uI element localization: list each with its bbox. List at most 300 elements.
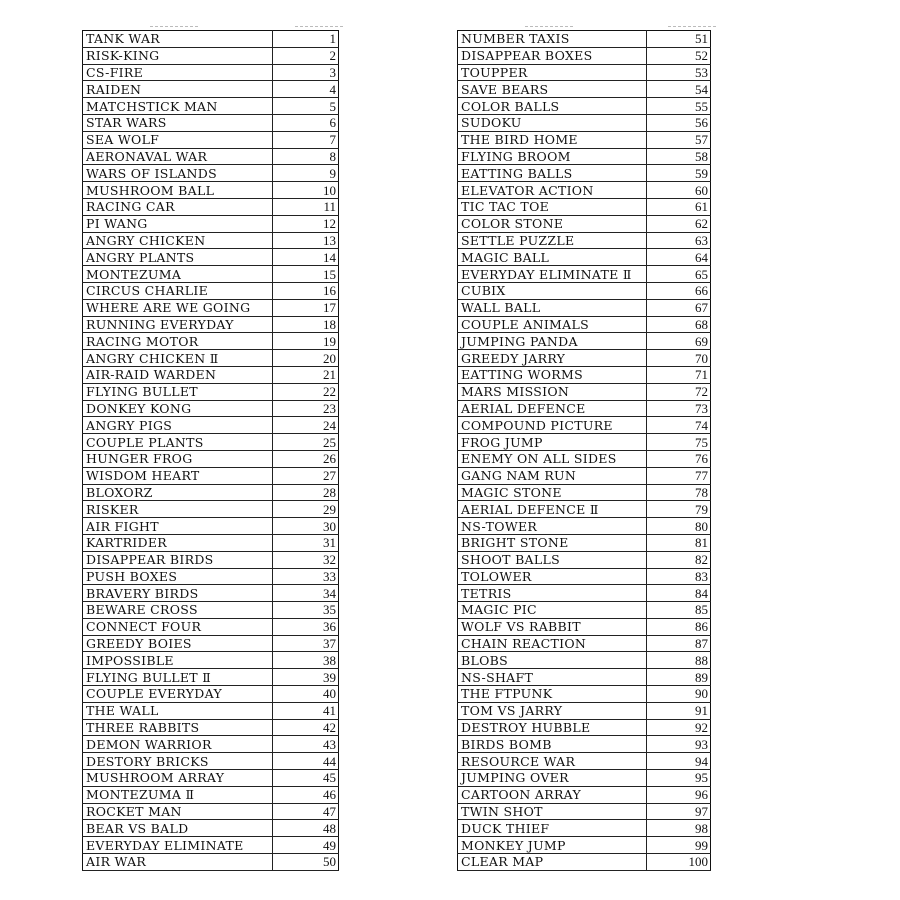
table-row xyxy=(83,64,339,81)
game-number-cell: 81 xyxy=(647,534,711,551)
game-name-cell: AERIAL DEFENCE Ⅱ xyxy=(458,501,647,518)
table-row xyxy=(83,484,339,501)
game-name-cell: SHOOT BALLS xyxy=(458,551,647,568)
game-number-cell: 72 xyxy=(647,383,711,400)
table-row xyxy=(458,518,711,535)
game-name-cell: AERIAL DEFENCE xyxy=(458,400,647,417)
game-name-cell: COMPOUND PICTURE xyxy=(458,417,647,434)
game-number-cell: 13 xyxy=(273,232,339,249)
game-number-cell: 90 xyxy=(647,686,711,703)
game-name-cell: EATTING WORMS xyxy=(458,366,647,383)
game-number-cell: 49 xyxy=(273,837,339,854)
game-number-cell: 32 xyxy=(273,551,339,568)
table-row xyxy=(83,652,339,669)
game-name-cell: BLOBS xyxy=(458,652,647,669)
game-number-cell: 73 xyxy=(647,400,711,417)
table-row xyxy=(83,669,339,686)
table-row xyxy=(458,98,711,115)
game-name-cell: TOLOWER xyxy=(458,568,647,585)
table-row xyxy=(83,820,339,837)
table-row xyxy=(458,316,711,333)
table-row xyxy=(83,182,339,199)
game-name-cell: DONKEY KONG xyxy=(83,400,273,417)
game-name-cell: BEWARE CROSS xyxy=(83,602,273,619)
game-name-cell: DISAPPEAR BIRDS xyxy=(83,551,273,568)
game-number-cell: 4 xyxy=(273,81,339,98)
game-name-cell: COUPLE ANIMALS xyxy=(458,316,647,333)
game-name-cell: IMPOSSIBLE xyxy=(83,652,273,669)
game-number-cell: 8 xyxy=(273,148,339,165)
game-name-cell: AIR FIGHT xyxy=(83,518,273,535)
game-number-cell: 100 xyxy=(647,854,711,871)
table-row xyxy=(83,602,339,619)
game-number-cell: 83 xyxy=(647,568,711,585)
game-number-cell: 19 xyxy=(273,333,339,350)
game-name-cell: ANGRY PLANTS xyxy=(83,249,273,266)
game-name-cell: WALL BALL xyxy=(458,299,647,316)
game-name-cell: DISAPPEAR BOXES xyxy=(458,47,647,64)
table-row xyxy=(458,854,711,871)
table-row xyxy=(458,450,711,467)
table-row xyxy=(458,148,711,165)
game-number-cell: 64 xyxy=(647,249,711,266)
game-number-cell: 55 xyxy=(647,98,711,115)
game-number-cell: 36 xyxy=(273,618,339,635)
game-name-cell: FLYING BROOM xyxy=(458,148,647,165)
game-name-cell: AERONAVAL WAR xyxy=(83,148,273,165)
game-name-cell: NS-TOWER xyxy=(458,518,647,535)
table-row xyxy=(458,719,711,736)
game-number-cell: 17 xyxy=(273,299,339,316)
table-row xyxy=(458,266,711,283)
game-number-cell: 91 xyxy=(647,702,711,719)
game-number-cell: 50 xyxy=(273,854,339,871)
table-row xyxy=(83,198,339,215)
table-row xyxy=(458,669,711,686)
table-row xyxy=(458,350,711,367)
game-name-cell: EATTING BALLS xyxy=(458,165,647,182)
game-name-cell: RISK-KING xyxy=(83,47,273,64)
table-row xyxy=(83,282,339,299)
game-number-cell: 16 xyxy=(273,282,339,299)
game-number-cell: 40 xyxy=(273,686,339,703)
game-number-cell: 76 xyxy=(647,450,711,467)
table-row xyxy=(83,350,339,367)
game-number-cell: 31 xyxy=(273,534,339,551)
table-row xyxy=(83,215,339,232)
game-number-cell: 71 xyxy=(647,366,711,383)
table-row xyxy=(83,568,339,585)
game-number-cell: 62 xyxy=(647,215,711,232)
table-row xyxy=(83,400,339,417)
table-row xyxy=(83,131,339,148)
game-number-cell: 59 xyxy=(647,165,711,182)
table-row xyxy=(83,803,339,820)
game-name-cell: TIC TAC TOE xyxy=(458,198,647,215)
game-number-cell: 67 xyxy=(647,299,711,316)
game-name-cell: ANGRY CHICKEN xyxy=(83,232,273,249)
game-name-cell: MAGIC PIC xyxy=(458,602,647,619)
game-number-cell: 33 xyxy=(273,568,339,585)
game-name-cell: COUPLE EVERYDAY xyxy=(83,686,273,703)
game-name-cell: TWIN SHOT xyxy=(458,803,647,820)
game-name-cell: BEAR VS BALD xyxy=(83,820,273,837)
table-row xyxy=(458,602,711,619)
game-number-cell: 23 xyxy=(273,400,339,417)
table-row xyxy=(458,299,711,316)
table-row xyxy=(83,551,339,568)
game-number-cell: 97 xyxy=(647,803,711,820)
table-row xyxy=(83,165,339,182)
game-number-cell: 65 xyxy=(647,266,711,283)
table-row xyxy=(83,854,339,871)
table-row xyxy=(458,383,711,400)
game-number-cell: 70 xyxy=(647,350,711,367)
game-name-cell: SAVE BEARS xyxy=(458,81,647,98)
game-name-cell: COUPLE PLANTS xyxy=(83,434,273,451)
game-number-cell: 5 xyxy=(273,98,339,115)
game-name-cell: FLYING BULLET Ⅱ xyxy=(83,669,273,686)
table-row xyxy=(83,837,339,854)
game-number-cell: 6 xyxy=(273,114,339,131)
game-name-cell: SETTLE PUZZLE xyxy=(458,232,647,249)
game-number-cell: 15 xyxy=(273,266,339,283)
table-row xyxy=(83,266,339,283)
game-number-cell: 86 xyxy=(647,618,711,635)
table-row xyxy=(83,417,339,434)
table-row xyxy=(458,501,711,518)
game-number-cell: 75 xyxy=(647,434,711,451)
game-number-cell: 61 xyxy=(647,198,711,215)
game-number-cell: 77 xyxy=(647,467,711,484)
game-name-cell: SEA WOLF xyxy=(83,131,273,148)
game-number-cell: 63 xyxy=(647,232,711,249)
game-name-cell: WOLF VS RABBIT xyxy=(458,618,647,635)
game-number-cell: 28 xyxy=(273,484,339,501)
game-number-cell: 14 xyxy=(273,249,339,266)
game-number-cell: 89 xyxy=(647,669,711,686)
game-number-cell: 58 xyxy=(647,148,711,165)
game-name-cell: CONNECT FOUR xyxy=(83,618,273,635)
table-row xyxy=(83,467,339,484)
game-name-cell: DEMON WARRIOR xyxy=(83,736,273,753)
table-row xyxy=(83,770,339,787)
game-number-cell: 38 xyxy=(273,652,339,669)
table-row xyxy=(458,366,711,383)
game-name-cell: TANK WAR xyxy=(83,31,273,48)
game-number-cell: 22 xyxy=(273,383,339,400)
game-name-cell: RISKER xyxy=(83,501,273,518)
table-row xyxy=(458,534,711,551)
game-number-cell: 3 xyxy=(273,64,339,81)
game-number-cell: 88 xyxy=(647,652,711,669)
game-number-cell: 66 xyxy=(647,282,711,299)
table-row xyxy=(458,618,711,635)
table-row xyxy=(83,299,339,316)
game-name-cell: RAIDEN xyxy=(83,81,273,98)
game-name-cell: ANGRY PIGS xyxy=(83,417,273,434)
game-number-cell: 82 xyxy=(647,551,711,568)
game-list-table-left xyxy=(82,30,339,871)
game-number-cell: 21 xyxy=(273,366,339,383)
game-name-cell: MONKEY JUMP xyxy=(458,837,647,854)
table-row xyxy=(83,719,339,736)
game-name-cell: AIR-RAID WARDEN xyxy=(83,366,273,383)
game-name-cell: HUNGER FROG xyxy=(83,450,273,467)
game-number-cell: 37 xyxy=(273,635,339,652)
game-name-cell: NUMBER TAXIS xyxy=(458,31,647,48)
game-name-cell: TETRIS xyxy=(458,585,647,602)
game-name-cell: STAR WARS xyxy=(83,114,273,131)
game-name-cell: THREE RABBITS xyxy=(83,719,273,736)
table-row xyxy=(83,383,339,400)
game-number-cell: 47 xyxy=(273,803,339,820)
table-row xyxy=(458,81,711,98)
game-number-cell: 27 xyxy=(273,467,339,484)
game-number-cell: 78 xyxy=(647,484,711,501)
game-name-cell: JUMPING OVER xyxy=(458,770,647,787)
table-row xyxy=(458,686,711,703)
game-name-cell: CLEAR MAP xyxy=(458,854,647,871)
table-row xyxy=(83,232,339,249)
game-name-cell: BLOXORZ xyxy=(83,484,273,501)
table-row xyxy=(458,232,711,249)
table-row xyxy=(458,635,711,652)
game-name-cell: EVERYDAY ELIMINATE xyxy=(83,837,273,854)
game-number-cell: 54 xyxy=(647,81,711,98)
table-row xyxy=(458,753,711,770)
table-row xyxy=(458,215,711,232)
game-number-cell: 79 xyxy=(647,501,711,518)
table-row xyxy=(83,81,339,98)
game-number-cell: 80 xyxy=(647,518,711,535)
table-row xyxy=(83,98,339,115)
game-number-cell: 46 xyxy=(273,786,339,803)
table-row xyxy=(458,282,711,299)
game-number-cell: 60 xyxy=(647,182,711,199)
game-number-cell: 43 xyxy=(273,736,339,753)
game-name-cell: MONTEZUMA xyxy=(83,266,273,283)
game-number-cell: 85 xyxy=(647,602,711,619)
game-number-cell: 51 xyxy=(647,31,711,48)
game-name-cell: DESTROY HUBBLE xyxy=(458,719,647,736)
game-number-cell: 34 xyxy=(273,585,339,602)
table-row xyxy=(458,736,711,753)
game-number-cell: 26 xyxy=(273,450,339,467)
table-row xyxy=(83,333,339,350)
game-number-cell: 92 xyxy=(647,719,711,736)
game-number-cell: 39 xyxy=(273,669,339,686)
game-number-cell: 10 xyxy=(273,182,339,199)
table-row xyxy=(83,518,339,535)
game-name-cell: THE FTPUNK xyxy=(458,686,647,703)
table-row xyxy=(83,501,339,518)
table-row xyxy=(458,467,711,484)
game-name-cell: WARS OF ISLANDS xyxy=(83,165,273,182)
game-name-cell: CHAIN REACTION xyxy=(458,635,647,652)
game-number-cell: 2 xyxy=(273,47,339,64)
game-name-cell: EVERYDAY ELIMINATE Ⅱ xyxy=(458,266,647,283)
game-number-cell: 99 xyxy=(647,837,711,854)
game-number-cell: 44 xyxy=(273,753,339,770)
game-name-cell: RACING CAR xyxy=(83,198,273,215)
game-number-cell: 25 xyxy=(273,434,339,451)
table-row xyxy=(458,182,711,199)
game-name-cell: AIR WAR xyxy=(83,854,273,871)
game-number-cell: 84 xyxy=(647,585,711,602)
table-row xyxy=(83,585,339,602)
game-name-cell: TOM VS JARRY xyxy=(458,702,647,719)
game-name-cell: TOUPPER xyxy=(458,64,647,81)
game-name-cell: CUBIX xyxy=(458,282,647,299)
game-name-cell: FROG JUMP xyxy=(458,434,647,451)
table-row xyxy=(458,31,711,48)
game-name-cell: COLOR BALLS xyxy=(458,98,647,115)
game-number-cell: 30 xyxy=(273,518,339,535)
game-name-cell: WHERE ARE WE GOING xyxy=(83,299,273,316)
table-row xyxy=(83,114,339,131)
game-name-cell: ELEVATOR ACTION xyxy=(458,182,647,199)
game-number-cell: 68 xyxy=(647,316,711,333)
game-name-cell: PI WANG xyxy=(83,215,273,232)
game-number-cell: 29 xyxy=(273,501,339,518)
game-number-cell: 94 xyxy=(647,753,711,770)
game-number-cell: 42 xyxy=(273,719,339,736)
game-name-cell: THE BIRD HOME xyxy=(458,131,647,148)
game-name-cell: RESOURCE WAR xyxy=(458,753,647,770)
table-row xyxy=(458,551,711,568)
game-name-cell: DESTORY BRICKS xyxy=(83,753,273,770)
game-number-cell: 74 xyxy=(647,417,711,434)
game-name-cell: WISDOM HEART xyxy=(83,467,273,484)
game-number-cell: 24 xyxy=(273,417,339,434)
table-row xyxy=(83,686,339,703)
game-name-cell: RACING MOTOR xyxy=(83,333,273,350)
table-row xyxy=(83,786,339,803)
table-row xyxy=(83,618,339,635)
table-row xyxy=(458,64,711,81)
game-name-cell: GREEDY JARRY xyxy=(458,350,647,367)
game-number-cell: 11 xyxy=(273,198,339,215)
game-name-cell: ANGRY CHICKEN Ⅱ xyxy=(83,350,273,367)
game-number-cell: 20 xyxy=(273,350,339,367)
table-row xyxy=(83,31,339,48)
game-name-cell: CARTOON ARRAY xyxy=(458,786,647,803)
table-row xyxy=(458,702,711,719)
game-number-cell: 41 xyxy=(273,702,339,719)
game-number-cell: 56 xyxy=(647,114,711,131)
table-row xyxy=(83,366,339,383)
game-number-cell: 95 xyxy=(647,770,711,787)
game-name-cell: MONTEZUMA Ⅱ xyxy=(83,786,273,803)
game-name-cell: THE WALL xyxy=(83,702,273,719)
table-row xyxy=(458,568,711,585)
table-row xyxy=(83,450,339,467)
table-row xyxy=(458,585,711,602)
game-name-cell: NS-SHAFT xyxy=(458,669,647,686)
table-row xyxy=(83,148,339,165)
game-name-cell: BIRDS BOMB xyxy=(458,736,647,753)
game-number-cell: 96 xyxy=(647,786,711,803)
game-name-cell: RUNNING EVERYDAY xyxy=(83,316,273,333)
game-name-cell: JUMPING PANDA xyxy=(458,333,647,350)
game-name-cell: GREEDY BOIES xyxy=(83,635,273,652)
game-number-cell: 48 xyxy=(273,820,339,837)
game-name-cell: BRIGHT STONE xyxy=(458,534,647,551)
game-number-cell: 9 xyxy=(273,165,339,182)
table-row xyxy=(458,333,711,350)
table-row xyxy=(458,400,711,417)
table-row xyxy=(458,837,711,854)
table-row xyxy=(83,702,339,719)
game-name-cell: GANG NAM RUN xyxy=(458,467,647,484)
game-number-cell: 93 xyxy=(647,736,711,753)
table-row xyxy=(458,131,711,148)
game-name-cell: FLYING BULLET xyxy=(83,383,273,400)
game-name-cell: MARS MISSION xyxy=(458,383,647,400)
table-row xyxy=(458,417,711,434)
table-row xyxy=(83,753,339,770)
table-row xyxy=(458,652,711,669)
game-name-cell: SUDOKU xyxy=(458,114,647,131)
table-row xyxy=(458,434,711,451)
game-list-table-right xyxy=(457,30,711,871)
game-name-cell: MATCHSTICK MAN xyxy=(83,98,273,115)
game-number-cell: 45 xyxy=(273,770,339,787)
game-name-cell: MAGIC STONE xyxy=(458,484,647,501)
game-number-cell: 1 xyxy=(273,31,339,48)
table-row xyxy=(83,249,339,266)
game-name-cell: ENEMY ON ALL SIDES xyxy=(458,450,647,467)
game-number-cell: 52 xyxy=(647,47,711,64)
table-row xyxy=(458,820,711,837)
table-row xyxy=(83,47,339,64)
game-name-cell: PUSH BOXES xyxy=(83,568,273,585)
table-row xyxy=(458,484,711,501)
game-name-cell: COLOR STONE xyxy=(458,215,647,232)
game-name-cell: CS-FIRE xyxy=(83,64,273,81)
table-row xyxy=(458,198,711,215)
game-name-cell: MAGIC BALL xyxy=(458,249,647,266)
game-number-cell: 69 xyxy=(647,333,711,350)
game-number-cell: 87 xyxy=(647,635,711,652)
game-number-cell: 12 xyxy=(273,215,339,232)
game-number-cell: 98 xyxy=(647,820,711,837)
game-number-cell: 7 xyxy=(273,131,339,148)
table-row xyxy=(458,803,711,820)
game-number-cell: 18 xyxy=(273,316,339,333)
game-name-cell: ROCKET MAN xyxy=(83,803,273,820)
table-row xyxy=(458,786,711,803)
table-row xyxy=(83,434,339,451)
game-number-cell: 35 xyxy=(273,602,339,619)
table-row xyxy=(458,114,711,131)
game-name-cell: KARTRIDER xyxy=(83,534,273,551)
game-name-cell: DUCK THIEF xyxy=(458,820,647,837)
game-number-cell: 53 xyxy=(647,64,711,81)
game-name-cell: CIRCUS CHARLIE xyxy=(83,282,273,299)
table-row xyxy=(458,249,711,266)
table-row xyxy=(83,736,339,753)
game-name-cell: MUSHROOM ARRAY xyxy=(83,770,273,787)
game-name-cell: MUSHROOM BALL xyxy=(83,182,273,199)
table-row xyxy=(458,165,711,182)
table-row xyxy=(83,635,339,652)
table-row xyxy=(83,534,339,551)
table-row xyxy=(458,47,711,64)
game-number-cell: 57 xyxy=(647,131,711,148)
table-row xyxy=(458,770,711,787)
